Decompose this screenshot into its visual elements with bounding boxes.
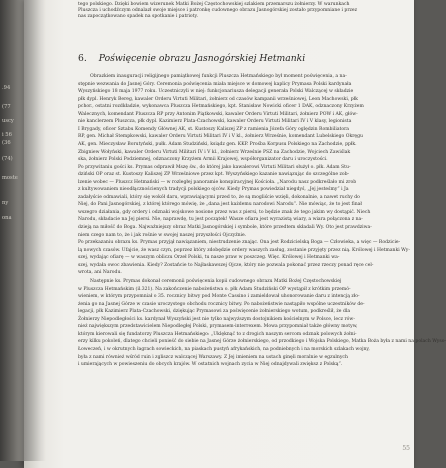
section-number: 6. <box>78 53 87 64</box>
text-line: niem czego nam to, że i jak rośnie w swojej naszej przyszłości Ojczyźnie. <box>78 232 247 238</box>
text-line: legacji, płk Kazimierz Plata-Czachowski, dziękując Prymasowi za poświęcenie żołnierskiego wotum, podkreślił, że dla <box>78 309 351 315</box>
text-line: Wyszyńskiego 18 maja 1977 roku. Uczestniczyli w niej: funkcjonariusza delegacji generała Polski Walczącej w składzie <box>78 89 354 95</box>
text-line: i umierających w powieszeniu do obcych krajów. W ostatnich wojnach zycia w Niej odnajdywali zwiększ z Polską”. <box>78 362 343 368</box>
page-number: 55 <box>402 445 410 452</box>
text-line: była z nami również wśród ruin i zgliszcz walczącej Warszawy. Z Jej imieniem na ustach ginęli moralnie w egzulnych <box>78 354 348 360</box>
text-line: płk dypl. Henryk Bereg, kawaler Orderu Virtuti Militari, żołnierz od czasów kampanii wrześniowej, Leon Machowski, płk <box>78 96 358 102</box>
text-line: wszegro działania, gdy ordery i odznaki wojskowe nosione przez was z piersi, to będzie znak że tego jakim wy dostąpić. Niech <box>78 209 371 215</box>
text-line: nas zapoczątkowano spadek na spotkanie i patrioty. <box>78 14 198 19</box>
text-line: nież największym przedstawicielem Niepodległej Polski, prymasem-interrexem. Mowa przypomniał także główny motyw, <box>78 324 358 330</box>
text-line: RP, gen. Michał Stempkowski, kawaler Orderu Virtuti Militari IV i V kl., żołnierz Wrześnie, komendant Lubelskiego Okręgu <box>78 134 363 140</box>
previous-page-text-fragment: (36 <box>2 140 11 146</box>
text-line: Walecznych, komendant Pluszcza RP przy Antonim Piątkowski, kawaler Orderu Virtuti Militari, żołnierz POW i AK, głów- <box>78 111 358 117</box>
text-line: wrota, ani Narodu. <box>78 270 122 276</box>
text-line: stępnie wezwania do Jasnej Góry. Ceremonia poświęcenia miała miejsce w domowej kaplicy Prymasa Polski kardynała <box>78 81 352 87</box>
text-line: w Pluszcza Hetmańskim (il.321). Na zakończenie nabożeństwa o. płk Adam Studziński OP wystąpił z krótkim przemó- <box>78 286 351 292</box>
text-line: lą nowych czasów. Ufajcie, że wasz czyn, poprzez który zdobędzie ordery waszych zasług, zostanie przyjęty przez nią. Królowej i Hetmanki Wy- <box>78 247 410 253</box>
book-page <box>24 0 446 468</box>
text-line: AK, gen. Mieczysław Borutyński, pułk. Adam Studziński, ksiądz gen. KKP. Prośba Korpusu Polskiego na Zachodzie, ppłk. <box>78 141 357 147</box>
text-line: Żołnierzy Niepodległości ks. kardynał Wyszyński jest nie tylko najwyższym dostojnikiem kościelnym w Polsce, lecz rów- <box>78 316 355 322</box>
text-line: Zbigniew Wołyński, kawaler Orderu Virtuti Militari IV i V kl., żołnierz Wrześnie PSZ na Zachodzie, Wojciech Zawiślak <box>78 149 351 155</box>
text-line: pchor., ostatni rozdkładzie, wykonawca Pluszcza Hetmańskiego, kpt. Stanisław Nowicki oficer 1 DAK, odznaczony Krzyżem <box>78 104 364 110</box>
text-line: I Brygady, oficer Sztabu Komendy Głównej AK, st. Kustoszy Kaliszej ZP z ramienia Józefa Góry oględzin Rombiliatora <box>78 126 350 132</box>
text-line: szej, wydając ofiarę — w waszym obliczu Orzeł Polski, tu nasze praw w poszczeg. Więc. Królowej i Hetmanki wa- <box>78 255 340 261</box>
text-line: ska, żołnierz Polski Podziemnej, odznaczony Krzyżem Armii Krajowej, współorganizator daru i uroczystości. <box>78 157 328 163</box>
text-line: nie kanclerzem Pluszcza, płk dypl. Kazimierz Plata-Czachowski, kawaler Orderu Virtuti Militari IV i V klasy, legionista <box>78 119 352 125</box>
text-line: Łoweczeń, i w okrutnych łagrach sowieckich, na piaskach pustyń afrykańskich, na podniebnych i na morskich szlakach wojny, <box>78 346 370 352</box>
text-line: z kultywowaniem nieodłącznościenych tradycji polskiego ojców. Kiedy Prymas powiedział niegdyś, „Jej jesteśmy” i Ja <box>78 187 349 193</box>
previous-page-text-fragment: (77 <box>2 104 11 110</box>
text-line: erzy kilku pokoleń, dlatego chcieli ponieść do siebie na Jasnej Górze żołnierskiego, od przodkiego i Wojska Polskiego, Matka Boża była z nami na polach Wyso- <box>78 339 446 345</box>
text-line: lzenie wobec — Pluszcz Hetmański — w rozległej panoramie konspiracyjnej Kościoła. „Narodu nasz podkreślało mi zrob <box>78 179 357 185</box>
text-line: Po przekazaniu obrazu ks. Prymas przyjął nawiązaniem, niestrudzenie znając. Ona jest Rodzicielską Boga — Człowieka, a więc — Rodzicie- <box>78 240 401 246</box>
text-line: Pluszcza i uchodźczym odnalazł swoje miejsce i patronkę cudownego obrazu Jasnogórskiej zostało przypomniane i przez <box>78 8 358 13</box>
text-line: Po przywitaniu gości ks. Prymas odprawił Mszę św., do której jako kawalerowi Virtuti Militari służył o. płk. Adam Stu- <box>78 164 351 170</box>
text-line: którym kierowali się fundatorzy Pluszcza Hetmańskiego: „Uklęknąć to z drogich naszym sercom odznak polowych żołni- <box>78 331 357 337</box>
section-heading <box>78 53 305 64</box>
text-line: Następnie ks. Prymas dokonał ceremonii poświęcenia kopii cudownego obrazu Matki Bożej Częstochowskiej <box>90 279 342 284</box>
previous-page-text-fragment: ona <box>2 215 12 221</box>
previous-page-text-fragment: .94 <box>2 85 11 91</box>
previous-page-text-fragment: moste <box>2 175 18 181</box>
text-line: Obrazkiem inauguracji religijnego pamiątkowej funkcji Pluszcza Hetmańskiego był moment poświęcenia, a na- <box>90 74 347 79</box>
text-line: Niej, do Pani Jasnogórskiej, z której którego mówię, że „dana jest każdemu narodowi Narodu”. Nie mówiąc, że to jest finał <box>78 202 362 208</box>
text-line: dziński OP oraz st. Kustoszy Kaliszej ZP Wrześniowe przez kpt. Wyszyńskiego kazanie nawiązując do szczególne zob- <box>78 172 350 178</box>
text-line: szej, wydała owoc zbawienia. Kiedy? Zostańcie to Najłaskawszej Ojcze, który nie pozwala pokonać przez rzeczy ponad ręce cel- <box>78 262 374 268</box>
previous-page-text-fragment: ny <box>2 200 9 206</box>
previous-page-text-fragment: (74) <box>2 156 13 162</box>
text-line: dzieją na miłość do Boga. Najwaźniejszy obraz Matki Jasnogórskiej i symbole, które przedtem składali Wy. Oto jest prawdziwa- <box>78 225 372 230</box>
text-line: zadałyście odmawiali, który się wokół daru, wprawiającymi przed to, że są mogliście wzięli, dokonalnie, a nawet ruchy do <box>78 194 360 200</box>
previous-page-text-fragment: i 56 <box>2 132 12 138</box>
previous-page-edge <box>0 0 24 461</box>
text-line: wieniem, w którym przypomniał o 35. rocznicy bitwy pod Monte Cassino i zamieldował uhonorowanie daru z intencją zło- <box>78 294 360 300</box>
text-line: tego polskiego. Dzięki bowiem wizerunek Matki Bożej Częstochowskiej szlakiem przemarszu żołnierzy. W warunkach <box>78 2 350 7</box>
text-line: Narodu, składacie na Jej piersi. Nie, naprawdę, tu jest początek! Wasze ofiara jest wyrazistą wiary, a wiara połączona z na- <box>78 217 363 223</box>
previous-page-text-fragment: uscy <box>2 118 14 124</box>
text-line: żenia go na Jasnej Górze w czasie uroczystego obchodu rocznicy bitwy. Po nabożeństwie nastąpiło wspólne uczestników de- <box>78 301 365 307</box>
section-title: Poświęcenie obrazu Jasnogórskiej Hetmanki <box>98 53 306 64</box>
